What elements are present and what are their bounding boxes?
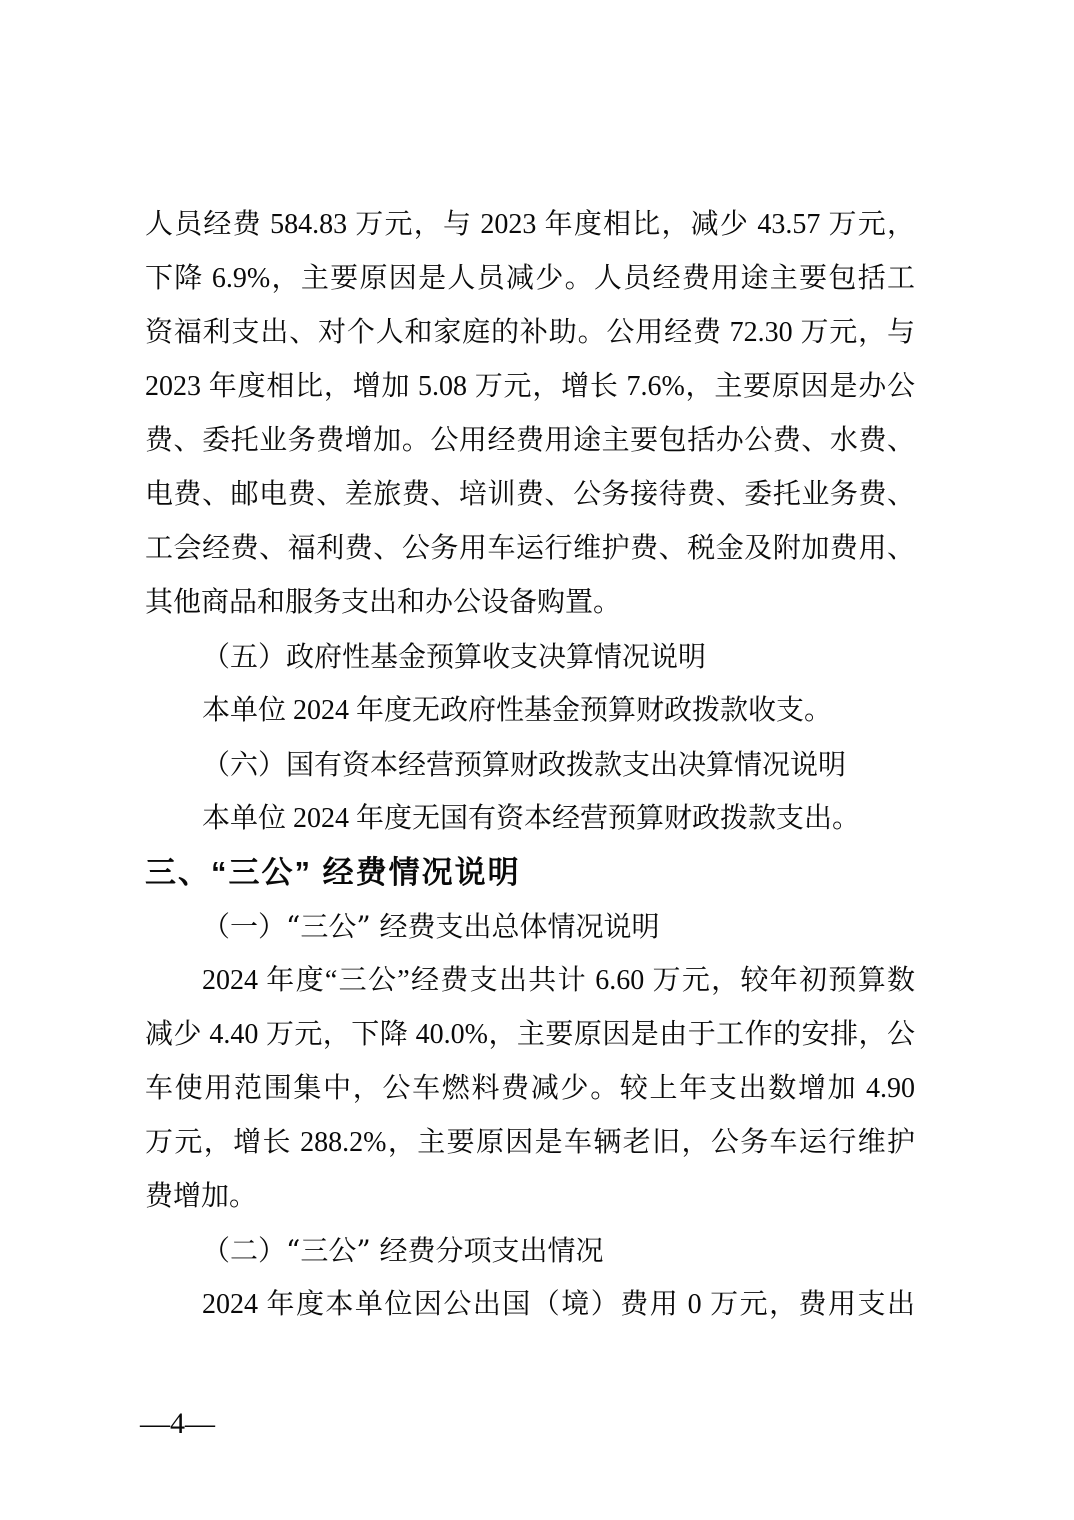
page-number: —4— [140, 1407, 215, 1440]
section-heading-2: （二）“三公” 经费分项支出情况 [202, 1234, 604, 1267]
text-line: 减少 4.40 万元，下降 40.0%，主要原因是由于工作的安排，公 [145, 1019, 915, 1050]
text-line: 2023 年度相比，增加 5.08 万元，增长 7.6%，主要原因是办公 [145, 371, 915, 402]
text-line: 万元，增长 288.2%，主要原因是车辆老旧，公务车运行维护 [145, 1127, 915, 1158]
text-line: 人员经费 584.83 万元，与 2023 年度相比，减少 43.57 万元， [145, 209, 915, 240]
document-body [145, 198, 915, 1332]
text-line: 资福利支出、对个人和家庭的补助。公用经费 72.30 万元，与 [145, 317, 915, 348]
section-heading-6: （六）国有资本经营预算财政拨款支出决算情况说明 [202, 748, 847, 781]
text-line: 下降 6.9%，主要原因是人员减少。人员经费用途主要包括工 [145, 263, 915, 294]
chapter-heading-3: 三、“三公” 经费情况说明 [145, 855, 521, 890]
text-line: 本单位 2024 年度无政府性基金预算财政拨款收支。 [202, 695, 833, 726]
text-line: 费、委托业务费增加。公用经费用途主要包括办公费、水费、 [145, 425, 915, 456]
text-line: 费增加。 [145, 1181, 258, 1212]
text-line: 2024 年度本单位因公出国（境）费用 0 万元，费用支出 [202, 1289, 915, 1320]
text-line: 工会经费、福利费、公务用车运行维护费、税金及附加费用、 [145, 533, 915, 564]
text-line: 车使用范围集中，公车燃料费减少。较上年支出数增加 4.90 [145, 1073, 915, 1104]
text-line: 电费、邮电费、差旅费、培训费、公务接待费、委托业务费、 [145, 479, 915, 510]
text-line: 本单位 2024 年度无国有资本经营预算财政拨款支出。 [202, 803, 861, 834]
text-line: 2024 年度“三公”经费支出共计 6.60 万元，较年初预算数 [202, 965, 915, 996]
section-heading-1: （一）“三公” 经费支出总体情况说明 [202, 910, 660, 943]
section-heading-5: （五）政府性基金预算收支决算情况说明 [202, 640, 707, 673]
text-line: 其他商品和服务支出和办公设备购置。 [145, 587, 622, 618]
